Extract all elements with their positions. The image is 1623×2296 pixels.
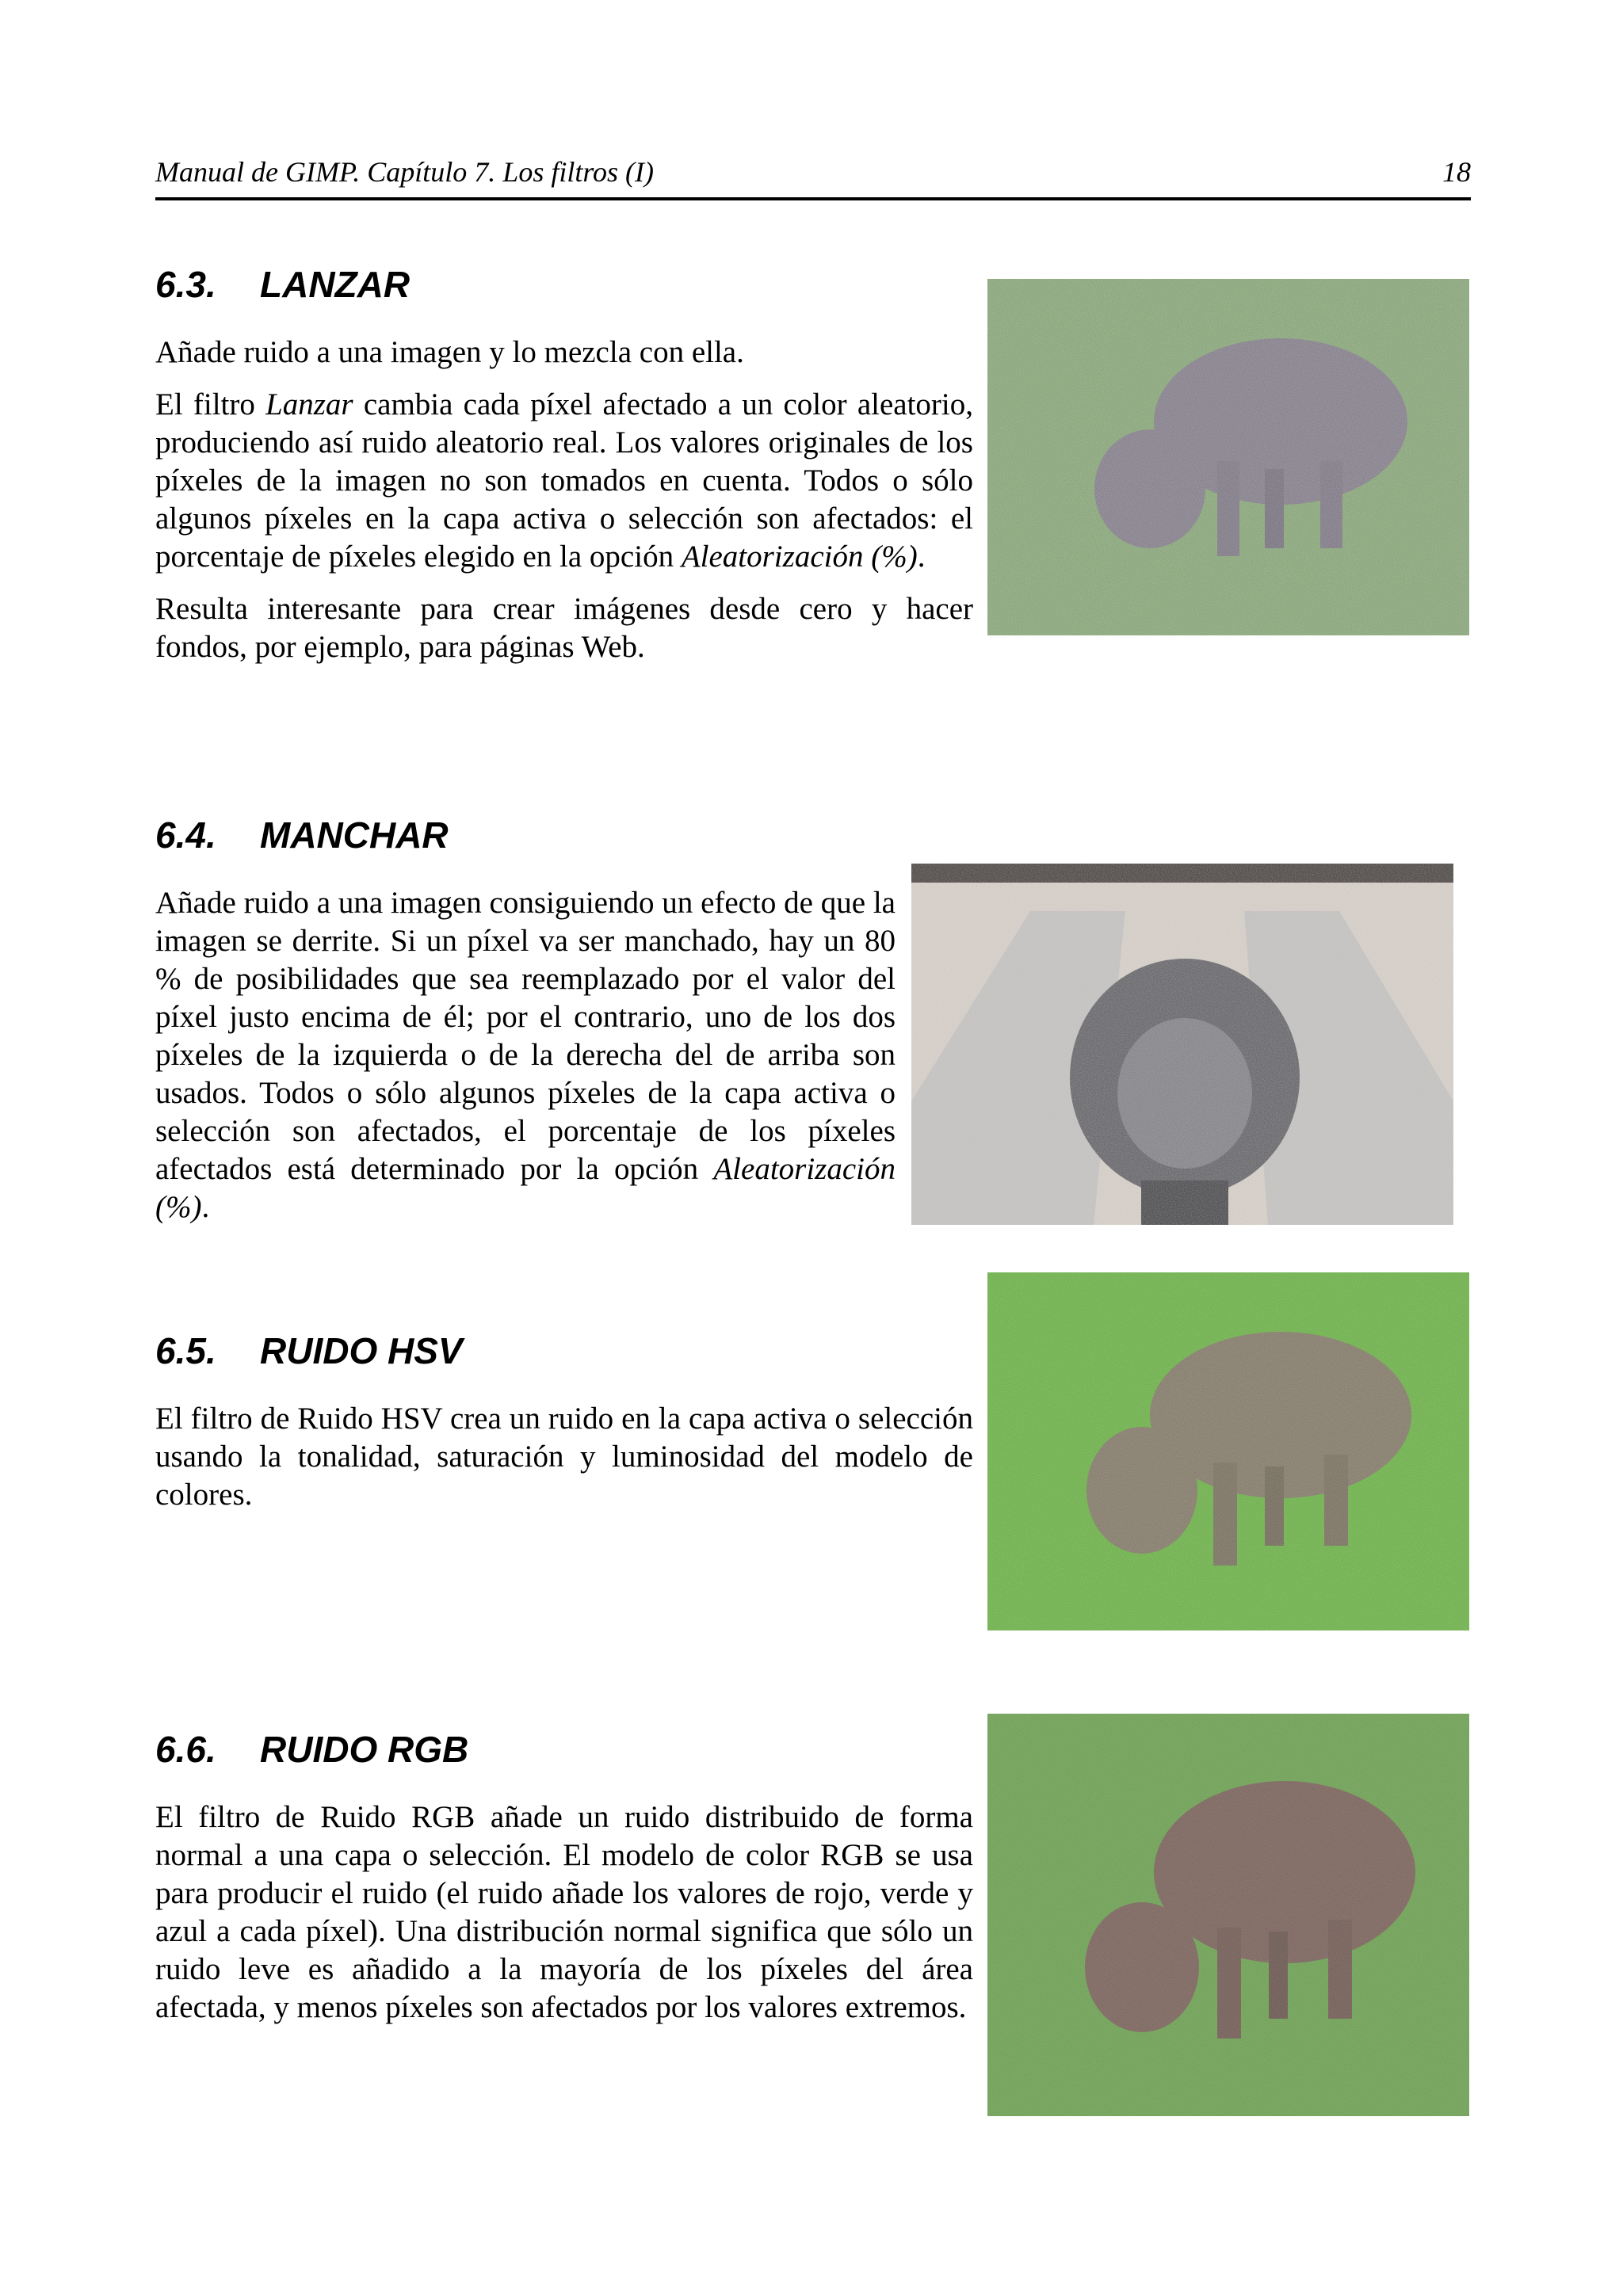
header-title: Manual de GIMP. Capítulo 7. Los filtros (I) [155, 156, 654, 188]
section-number: 6.5. [155, 1330, 216, 1371]
paragraph: Añade ruido a una imagen consiguiendo un efecto de que la imagen se derrite. Si un píxel va ser manchado, hay un 80 % de posibilidades que sea reemplazado por el valor del píxel justo encima de él; por el contrario, uno de los dos píxeles de la izquierda o de la derecha del de arriba son usados. Todos o sólo algunos píxeles de la capa activa o selección son afectados, el porcentaje de los píxeles afectados está determinado por la opción Aleatorización (%). [155, 886, 896, 1224]
section-lanzar [155, 262, 973, 681]
slurred-lion-head-image [911, 864, 1453, 1225]
section-manchar [155, 813, 896, 1241]
paragraph: Resulta interesante para crear imágenes desde cero y hacer fondos, por ejemplo, para páginas Web. [155, 592, 973, 664]
header-divider [155, 197, 1471, 200]
section-heading [155, 1329, 973, 1373]
noisy-pig-image [987, 279, 1469, 635]
section-ruido-rgb [155, 1727, 973, 2041]
section-ruido-hsv [155, 1329, 973, 1528]
section-title: LANZAR [260, 264, 411, 305]
paragraph: El filtro de Ruido HSV crea un ruido en la capa activa o selección usando la tonalidad, saturación y luminosidad del modelo de colores. [155, 1402, 973, 1512]
section-heading [155, 262, 973, 307]
hsv-noise-pig-image [987, 1272, 1469, 1630]
paragraph: Añade ruido a una imagen y lo mezcla con ella. [155, 335, 744, 369]
section-number: 6.4. [155, 814, 216, 856]
section-title: RUIDO HSV [260, 1330, 463, 1371]
paragraph: El filtro de Ruido RGB añade un ruido distribuido de forma normal a una capa o selección. El modelo de color RGB se usa para producir el ruido (el ruido añade los valores de rojo, verde y azul a cada píxel). Una distribución normal significa que sólo un ruido leve es añadido a la mayoría de los píxeles del área afectada, y menos píxeles son afectados por los valores extremos. [155, 1800, 973, 2024]
section-title: MANCHAR [260, 814, 449, 856]
section-number: 6.3. [155, 264, 216, 305]
section-heading [155, 1727, 973, 1772]
paragraph: El filtro Lanzar cambia cada píxel afectado a un color aleatorio, produciendo así ruido aleatorio real. Los valores originales de los píxeles de la imagen no son tomados en cuenta. Todos o sólo algunos píxeles en la capa activa o selección son afectados: el porcentaje de píxeles elegido en la opción Aleatorización (%). [155, 387, 973, 574]
section-heading [155, 813, 896, 857]
rgb-noise-pig-image [987, 1714, 1469, 2116]
section-number: 6.6. [155, 1729, 216, 1770]
section-title: RUIDO RGB [260, 1729, 469, 1770]
page-number: 18 [1442, 156, 1471, 188]
running-header [155, 154, 1471, 190]
